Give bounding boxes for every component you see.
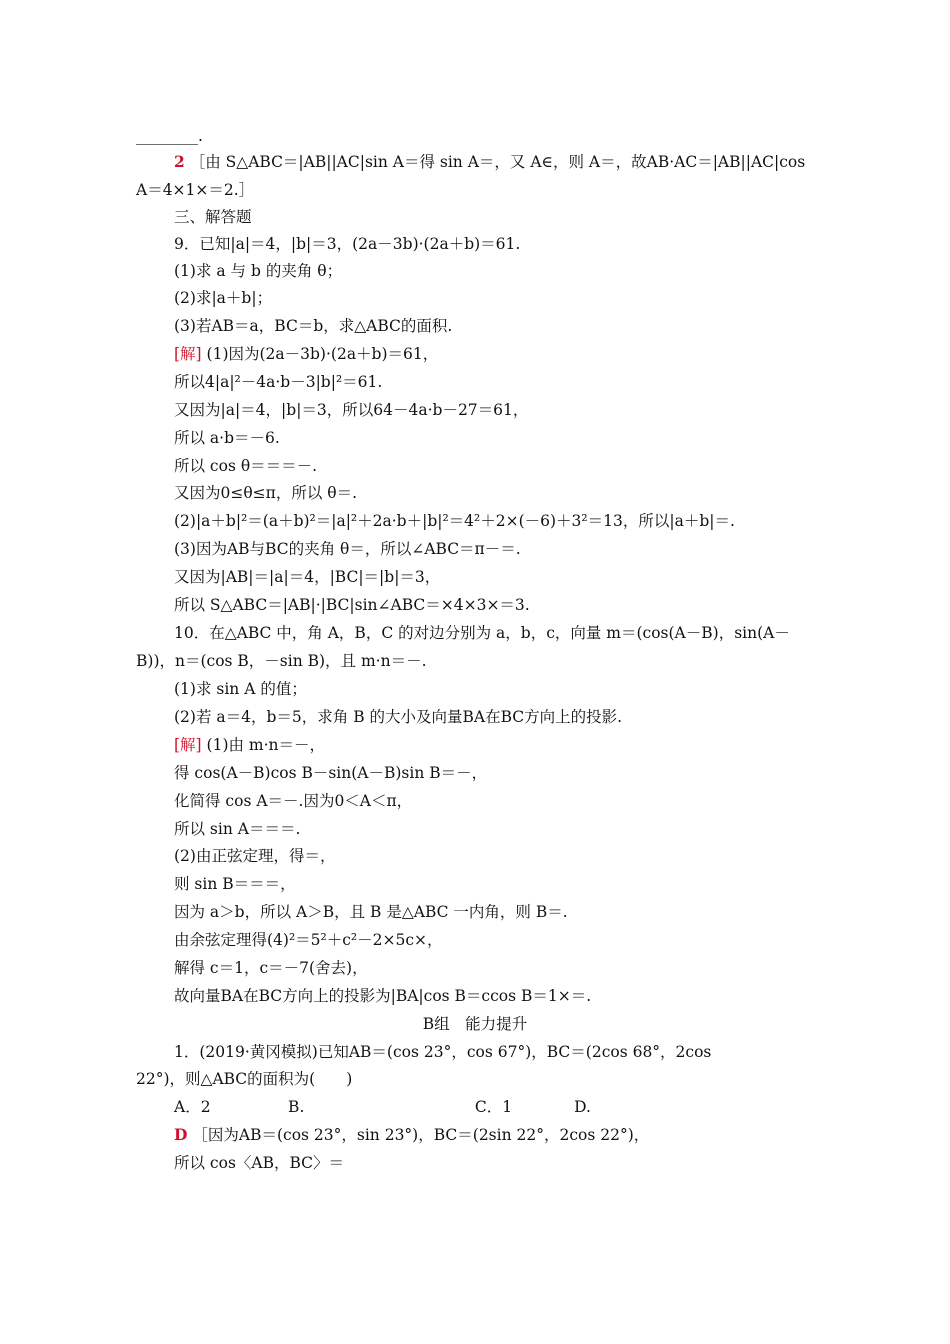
line-text: 所以 S△ABC＝|AB|·|BC|sin∠ABC＝×4×3×＝3. [174, 596, 530, 614]
line-text: (1)求 sin A 的值； [174, 680, 307, 698]
text-line [174, 400, 528, 420]
text-line [174, 735, 325, 755]
text-line [174, 595, 530, 615]
text-line [174, 428, 280, 448]
line-text: (2)由正弦定理，得＝， [174, 847, 336, 865]
text-line [174, 456, 317, 476]
text-line [174, 679, 307, 699]
text-line [174, 819, 300, 839]
line-text: 所以4|a|²－4a·b－3|b|²＝61. [174, 373, 383, 391]
line-text: (2)|a＋b|²＝(a＋b)²＝|a|²＋2a·b＋|b|²＝4²＋2×(－6)＋3²＝13，所以|a＋b|＝. [174, 512, 735, 530]
text-line [174, 986, 591, 1006]
line-text: 又因为0≤θ≤π，所以 θ＝. [174, 484, 358, 502]
line-text: 得 cos(A－B)cos B－sin(A－B)sin B＝－， [174, 764, 488, 782]
solution-tag: [解] [174, 736, 202, 754]
text-line [174, 207, 252, 227]
line-text: 则 sin B＝＝＝， [174, 875, 296, 893]
line-text: 所以 cos θ＝＝＝－. [174, 457, 318, 475]
line-text: (3)若AB＝a，BC＝b，求△ABC的面积. [174, 317, 453, 335]
line-text: 1．(2019·黄冈模拟)已知AB＝(cos 23°，cos 67°)，BC＝(2cos 68°，2cos [174, 1043, 712, 1061]
line-text: (3)因为AB与BC的夹角 θ＝，所以∠ABC＝π－＝. [174, 540, 521, 558]
line-text: (2)若 a＝4，b＝5，求角 B 的大小及向量BA在BC方向上的投影. [174, 708, 623, 726]
answer-letter: 2 [174, 152, 185, 171]
solution-tag: [解] [174, 345, 202, 363]
text-line [174, 1042, 711, 1062]
line-text: ［由 S△ABC＝|AB||AC|sin A＝得 sin A＝，又 A∈，则 A＝，故AB·AC＝|AB||AC|cos [189, 153, 806, 171]
line-text: 所以 a·b＝－6. [174, 429, 280, 447]
text-line [174, 707, 622, 727]
line-text: (1)由 m·n＝－， [206, 736, 326, 754]
line-text: 由余弦定理得(4)²＝5²＋c²－2×5c×， [174, 931, 443, 949]
text-line [174, 316, 452, 336]
line-text: 又因为|AB|＝|a|＝4，|BC|＝|b|＝3， [174, 568, 441, 586]
text-line [174, 623, 790, 643]
line-text: (1)求 a 与 b 的夹角 θ； [174, 262, 343, 280]
line-text: 22°)，则△ABC的面积为( ) [136, 1070, 353, 1088]
line-text: (1)因为(2a－3b)·(2a＋b)＝61， [206, 345, 439, 363]
line-text: 9．已知|a|＝4，|b|＝3，(2a－3b)·(2a＋b)＝61. [174, 235, 521, 253]
answer-letter: D [174, 1125, 188, 1144]
line-text: 故向量BA在BC方向上的投影为|BA|cos B＝ccos B＝1×＝. [174, 987, 592, 1005]
line-text: A＝4×1×＝2.］ [136, 181, 255, 199]
text-line [174, 791, 412, 811]
text-line [174, 372, 382, 392]
text-line [174, 846, 335, 866]
text-line [136, 1069, 352, 1089]
line-text: 解得 c＝1，c＝－7(舍去)， [174, 959, 368, 977]
line-text: 化简得 cos A＝－.因为0＜A＜π， [174, 792, 413, 810]
line-text: B组 能力提升 [422, 1015, 528, 1033]
text-line [174, 1097, 591, 1117]
text-line [174, 958, 368, 978]
line-text: 又因为|a|＝4，|b|＝3，所以64－4a·b－27＝61， [174, 401, 529, 419]
text-line [174, 874, 296, 894]
line-text: 所以 sin A＝＝＝. [174, 820, 301, 838]
text-line [174, 539, 521, 559]
text-line [174, 288, 272, 308]
text-line [136, 180, 254, 200]
line-text: ［因为AB＝(cos 23°，sin 23°)，BC＝(2sin 22°，2cos 22°)， [192, 1126, 650, 1144]
text-line [174, 344, 438, 364]
line-text: 所以 cos〈AB，BC〉＝ [174, 1154, 345, 1172]
text-line [174, 1125, 649, 1145]
line-text: B))，n＝(cos B，－sin B)，且 m·n＝－. [136, 652, 427, 670]
line-text: 因为 a＞b，所以 A＞B，且 B 是△ABC 一内角，则 B＝. [174, 903, 568, 921]
line-text: A．2 B. C．1 D. [174, 1098, 591, 1116]
text-line [174, 261, 342, 281]
line-text: 三、解答题 [174, 208, 252, 226]
text-line [136, 126, 203, 146]
text-line [0, 1014, 950, 1034]
text-line [174, 511, 735, 531]
text-line [174, 483, 357, 503]
text-line [174, 152, 805, 172]
line-text: (2)求|a＋b|； [174, 289, 273, 307]
text-line [174, 1153, 344, 1173]
text-line [174, 763, 487, 783]
text-line [174, 234, 520, 254]
line-text: ________. [136, 127, 203, 145]
text-line [174, 567, 440, 587]
text-line [136, 651, 427, 671]
text-line [174, 930, 443, 950]
line-text: 10．在△ABC 中，角 A，B，C 的对边分别为 a，b，c，向量 m＝(cos(A－B)，sin(A－ [174, 624, 790, 642]
text-line [174, 902, 568, 922]
